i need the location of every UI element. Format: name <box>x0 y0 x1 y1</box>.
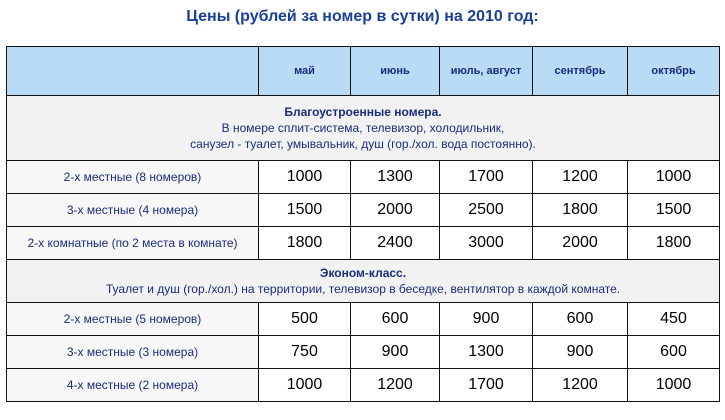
header-cell-july-august: июль, август <box>440 47 533 96</box>
price-cell: 1000 <box>628 161 720 194</box>
header-cell-june: июнь <box>351 47 440 96</box>
price-cell: 1000 <box>628 369 720 402</box>
table-row <box>7 227 720 260</box>
room-type-label: 3-х местные (4 номера) <box>7 194 259 227</box>
section-description <box>7 260 720 303</box>
table-row <box>7 194 720 227</box>
table-row <box>7 369 720 402</box>
table-row <box>7 303 720 336</box>
section-line: Туалет и душ (гор./хол.) на территории, телевизор в беседке, вентилятор в каждой комнате. <box>105 282 621 296</box>
price-cell: 900 <box>440 303 533 336</box>
room-type-label: 2-х комнатные (по 2 места в комнате) <box>7 227 259 260</box>
header-cell-october: октябрь <box>628 47 720 96</box>
price-cell: 1200 <box>351 369 440 402</box>
price-cell: 2000 <box>533 227 628 260</box>
price-cell: 600 <box>351 303 440 336</box>
price-cell: 2400 <box>351 227 440 260</box>
header-cell-empty <box>7 47 259 96</box>
price-cell: 1700 <box>440 161 533 194</box>
section-title: Благоустроенные номера. <box>284 105 442 119</box>
price-cell: 1200 <box>533 161 628 194</box>
table-row <box>7 336 720 369</box>
price-cell: 3000 <box>440 227 533 260</box>
price-cell: 500 <box>259 303 351 336</box>
section-header-comfort <box>7 96 720 161</box>
room-type-label: 2-х местные (8 номеров) <box>7 161 259 194</box>
price-cell: 1300 <box>351 161 440 194</box>
section-title: Эконом-класс. <box>319 266 407 280</box>
price-cell: 1800 <box>628 227 720 260</box>
price-cell: 900 <box>533 336 628 369</box>
price-cell: 750 <box>259 336 351 369</box>
price-cell: 1700 <box>440 369 533 402</box>
header-cell-september: сентябрь <box>533 47 628 96</box>
price-cell: 1500 <box>628 194 720 227</box>
price-cell: 1800 <box>533 194 628 227</box>
price-cell: 1800 <box>259 227 351 260</box>
price-cell: 600 <box>533 303 628 336</box>
price-cell: 1000 <box>259 161 351 194</box>
price-cell: 1200 <box>533 369 628 402</box>
header-cell-may: май <box>259 47 351 96</box>
price-cell: 2000 <box>351 194 440 227</box>
room-type-label: 4-х местные (2 номера) <box>7 369 259 402</box>
section-line: В номере сплит-система, телевизор, холодильник, <box>221 121 505 135</box>
section-line: санузел - туалет, умывальник, душ (гор./хол. вода постоянно). <box>190 137 536 151</box>
price-cell: 450 <box>628 303 720 336</box>
price-cell: 900 <box>351 336 440 369</box>
section-header-economy <box>7 260 720 303</box>
table-row <box>7 161 720 194</box>
price-cell: 1300 <box>440 336 533 369</box>
page-title: Цены (рублей за номер в сутки) на 2010 год: <box>186 8 539 25</box>
room-type-label: 3-х местные (3 номера) <box>7 336 259 369</box>
room-type-label: 2-х местные (5 номеров) <box>7 303 259 336</box>
table-header-row <box>7 47 720 96</box>
price-cell: 600 <box>628 336 720 369</box>
price-cell: 1000 <box>259 369 351 402</box>
section-description <box>7 96 720 161</box>
price-cell: 2500 <box>440 194 533 227</box>
price-cell: 1500 <box>259 194 351 227</box>
price-table <box>6 46 720 402</box>
